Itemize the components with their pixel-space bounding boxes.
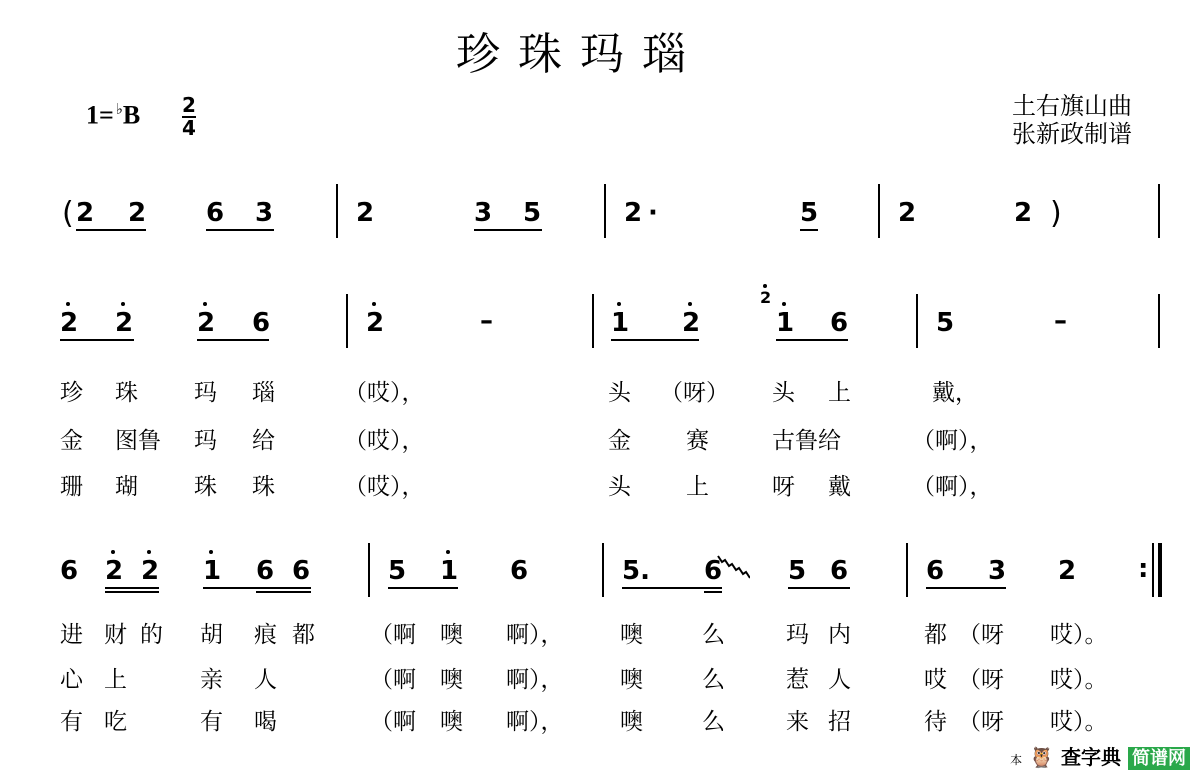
note: 5 — [388, 556, 407, 586]
glissando-icon — [716, 554, 750, 580]
lyric: 金 — [608, 428, 631, 454]
lyric: 玛 — [786, 622, 809, 648]
key-note: B — [122, 100, 141, 130]
final-barline — [1158, 543, 1162, 597]
lyric: （啊 — [370, 622, 416, 648]
lyric: 哎）。 — [1050, 622, 1108, 648]
note: 2 — [141, 556, 160, 586]
lyric: 啊）， — [506, 622, 564, 648]
key-label: 1= — [86, 100, 114, 130]
lyric: 啊）， — [506, 667, 564, 693]
meter-top: 2 — [182, 93, 196, 117]
lyric: 人 — [254, 667, 277, 693]
lyric: 玛 — [194, 380, 217, 406]
credit-composer: 土右旗山曲 — [1012, 92, 1132, 120]
note: 2 — [356, 198, 375, 228]
note: 2 — [898, 198, 917, 228]
note: 6 — [510, 556, 529, 586]
lyric: 亲 — [200, 667, 223, 693]
note: 6 — [830, 556, 849, 586]
note: 5 — [788, 556, 807, 586]
lyric: 有 — [200, 709, 223, 735]
barline — [336, 184, 338, 238]
credits — [1012, 92, 1132, 148]
grace-note: 2 — [760, 288, 772, 307]
lyric: 噢 — [440, 622, 463, 648]
repeat-sign: : — [1138, 554, 1149, 584]
lyric: 内 — [828, 622, 851, 648]
lyric: 噢 — [440, 709, 463, 735]
watermark-prefix: 本 — [1010, 753, 1023, 767]
lyric: （呀 — [958, 622, 1004, 648]
lyric: 瑙 — [252, 380, 275, 406]
lyric: 上 — [104, 667, 127, 693]
lyric: （呀 — [958, 709, 1004, 735]
lyric: 心 — [60, 667, 83, 693]
barline — [592, 294, 594, 348]
lyric: （啊 — [370, 709, 416, 735]
lyric: 呀 — [772, 474, 795, 500]
paren-open: ( — [62, 196, 74, 231]
note: 6 — [206, 198, 225, 228]
note: 1 — [776, 308, 795, 338]
lyric: 玛 — [194, 428, 217, 454]
lyric: （呀 — [958, 667, 1004, 693]
lyric: 喝 — [254, 709, 277, 735]
lyric: 么 — [702, 622, 725, 648]
lyric: 上 — [686, 474, 709, 500]
note: 1 — [203, 556, 222, 586]
lyric: 金 — [60, 428, 83, 454]
lyric: 人 — [828, 667, 851, 693]
note: 3 — [474, 198, 493, 228]
lyric: （啊）， — [912, 474, 993, 500]
lyric: 财 — [104, 622, 127, 648]
note-dot: · — [648, 198, 658, 228]
note: 2 — [105, 556, 124, 586]
lyric: 招 — [828, 709, 851, 735]
barline — [878, 184, 880, 238]
lyric: 给 — [252, 428, 275, 454]
note: 5 — [800, 198, 819, 228]
note: 2 — [128, 198, 147, 228]
lyric: 痕 — [254, 622, 277, 648]
lyric: 么 — [702, 709, 725, 735]
lyric: 待 — [924, 709, 947, 735]
lyric: 赛 — [686, 428, 709, 454]
lyric: 哎）。 — [1050, 667, 1108, 693]
note: 2 — [1058, 556, 1077, 586]
note: 2 — [682, 308, 701, 338]
note: 2 — [624, 198, 643, 228]
lyric: （呀） — [660, 380, 729, 406]
note: 1 — [611, 308, 630, 338]
lyric: 珠 — [115, 380, 138, 406]
lyric: 惹 — [786, 667, 809, 693]
note: 6 — [292, 556, 311, 586]
lyric: 啊）， — [506, 709, 564, 735]
lyric: 噢 — [620, 709, 643, 735]
watermark[interactable] — [1010, 741, 1190, 770]
note: 6 — [704, 556, 723, 586]
lyric: 都 — [292, 622, 315, 648]
note: 6 — [60, 556, 79, 586]
barline — [346, 294, 348, 348]
lyric: 古鲁给 — [772, 428, 841, 454]
lyric: 戴， — [932, 380, 978, 406]
lyric: 头 — [608, 380, 631, 406]
barline — [1152, 543, 1154, 597]
note: 2 — [197, 308, 216, 338]
barline — [916, 294, 918, 348]
time-signature — [182, 93, 196, 140]
note: 6 — [256, 556, 275, 586]
lyric: （哎）， — [344, 380, 425, 406]
lyric: （哎）， — [344, 474, 425, 500]
note: 5 — [936, 308, 955, 338]
paren-close: ) — [1050, 196, 1062, 231]
key-signature — [86, 100, 140, 131]
note: 1 — [440, 556, 459, 586]
lyric: 都 — [924, 622, 947, 648]
dash: – — [480, 306, 493, 336]
note: 5. — [622, 556, 650, 586]
lyric: 头 — [608, 474, 631, 500]
note: 2 — [60, 308, 79, 338]
note: 2 — [366, 308, 385, 338]
note: 2 — [76, 198, 95, 228]
note: 6 — [926, 556, 945, 586]
lyric: 珠 — [194, 474, 217, 500]
barline — [1158, 294, 1160, 348]
lyric: 戴 — [828, 474, 851, 500]
lyric: 吃 — [104, 709, 127, 735]
lyric: 的 — [140, 622, 163, 648]
barline — [602, 543, 604, 597]
watermark-badge: 简谱网 — [1128, 747, 1190, 770]
lyric: （啊）， — [912, 428, 993, 454]
barline — [1158, 184, 1160, 238]
lyric: 么 — [702, 667, 725, 693]
lyric: 哎 — [924, 667, 947, 693]
lyric: （啊 — [370, 667, 416, 693]
note: 2 — [115, 308, 134, 338]
lyric: 进 — [60, 622, 83, 648]
lyric: 哎）。 — [1050, 709, 1108, 735]
watermark-brand: 查字典 — [1061, 745, 1122, 769]
lyric: 图鲁 — [115, 428, 161, 454]
note: 3 — [988, 556, 1007, 586]
lyric: 噢 — [620, 622, 643, 648]
lyric: 噢 — [440, 667, 463, 693]
lyric: 胡 — [200, 622, 223, 648]
note: 2 — [1014, 198, 1033, 228]
barline — [604, 184, 606, 238]
song-title: 珍珠玛瑙 — [456, 29, 704, 80]
flat-sign: ♭ — [115, 102, 123, 118]
lyric: 噢 — [620, 667, 643, 693]
lyric: 珍 — [60, 380, 83, 406]
lyric: （哎）， — [344, 428, 425, 454]
meter-bottom: 4 — [182, 116, 196, 140]
lyric: 来 — [786, 709, 809, 735]
lyric: 珠 — [252, 474, 275, 500]
owl-icon: 🦉 — [1029, 745, 1055, 769]
barline — [906, 543, 908, 597]
dash: – — [1054, 306, 1067, 336]
lyric: 上 — [828, 380, 851, 406]
note: 5 — [523, 198, 542, 228]
note: 6 — [830, 308, 849, 338]
note: 3 — [255, 198, 274, 228]
lyric: 有 — [60, 709, 83, 735]
lyric: 珊 — [60, 474, 83, 500]
barline — [368, 543, 370, 597]
lyric: 头 — [772, 380, 795, 406]
credit-arranger: 张新政制谱 — [1012, 120, 1132, 148]
note: 6 — [252, 308, 271, 338]
lyric: 瑚 — [115, 474, 138, 500]
